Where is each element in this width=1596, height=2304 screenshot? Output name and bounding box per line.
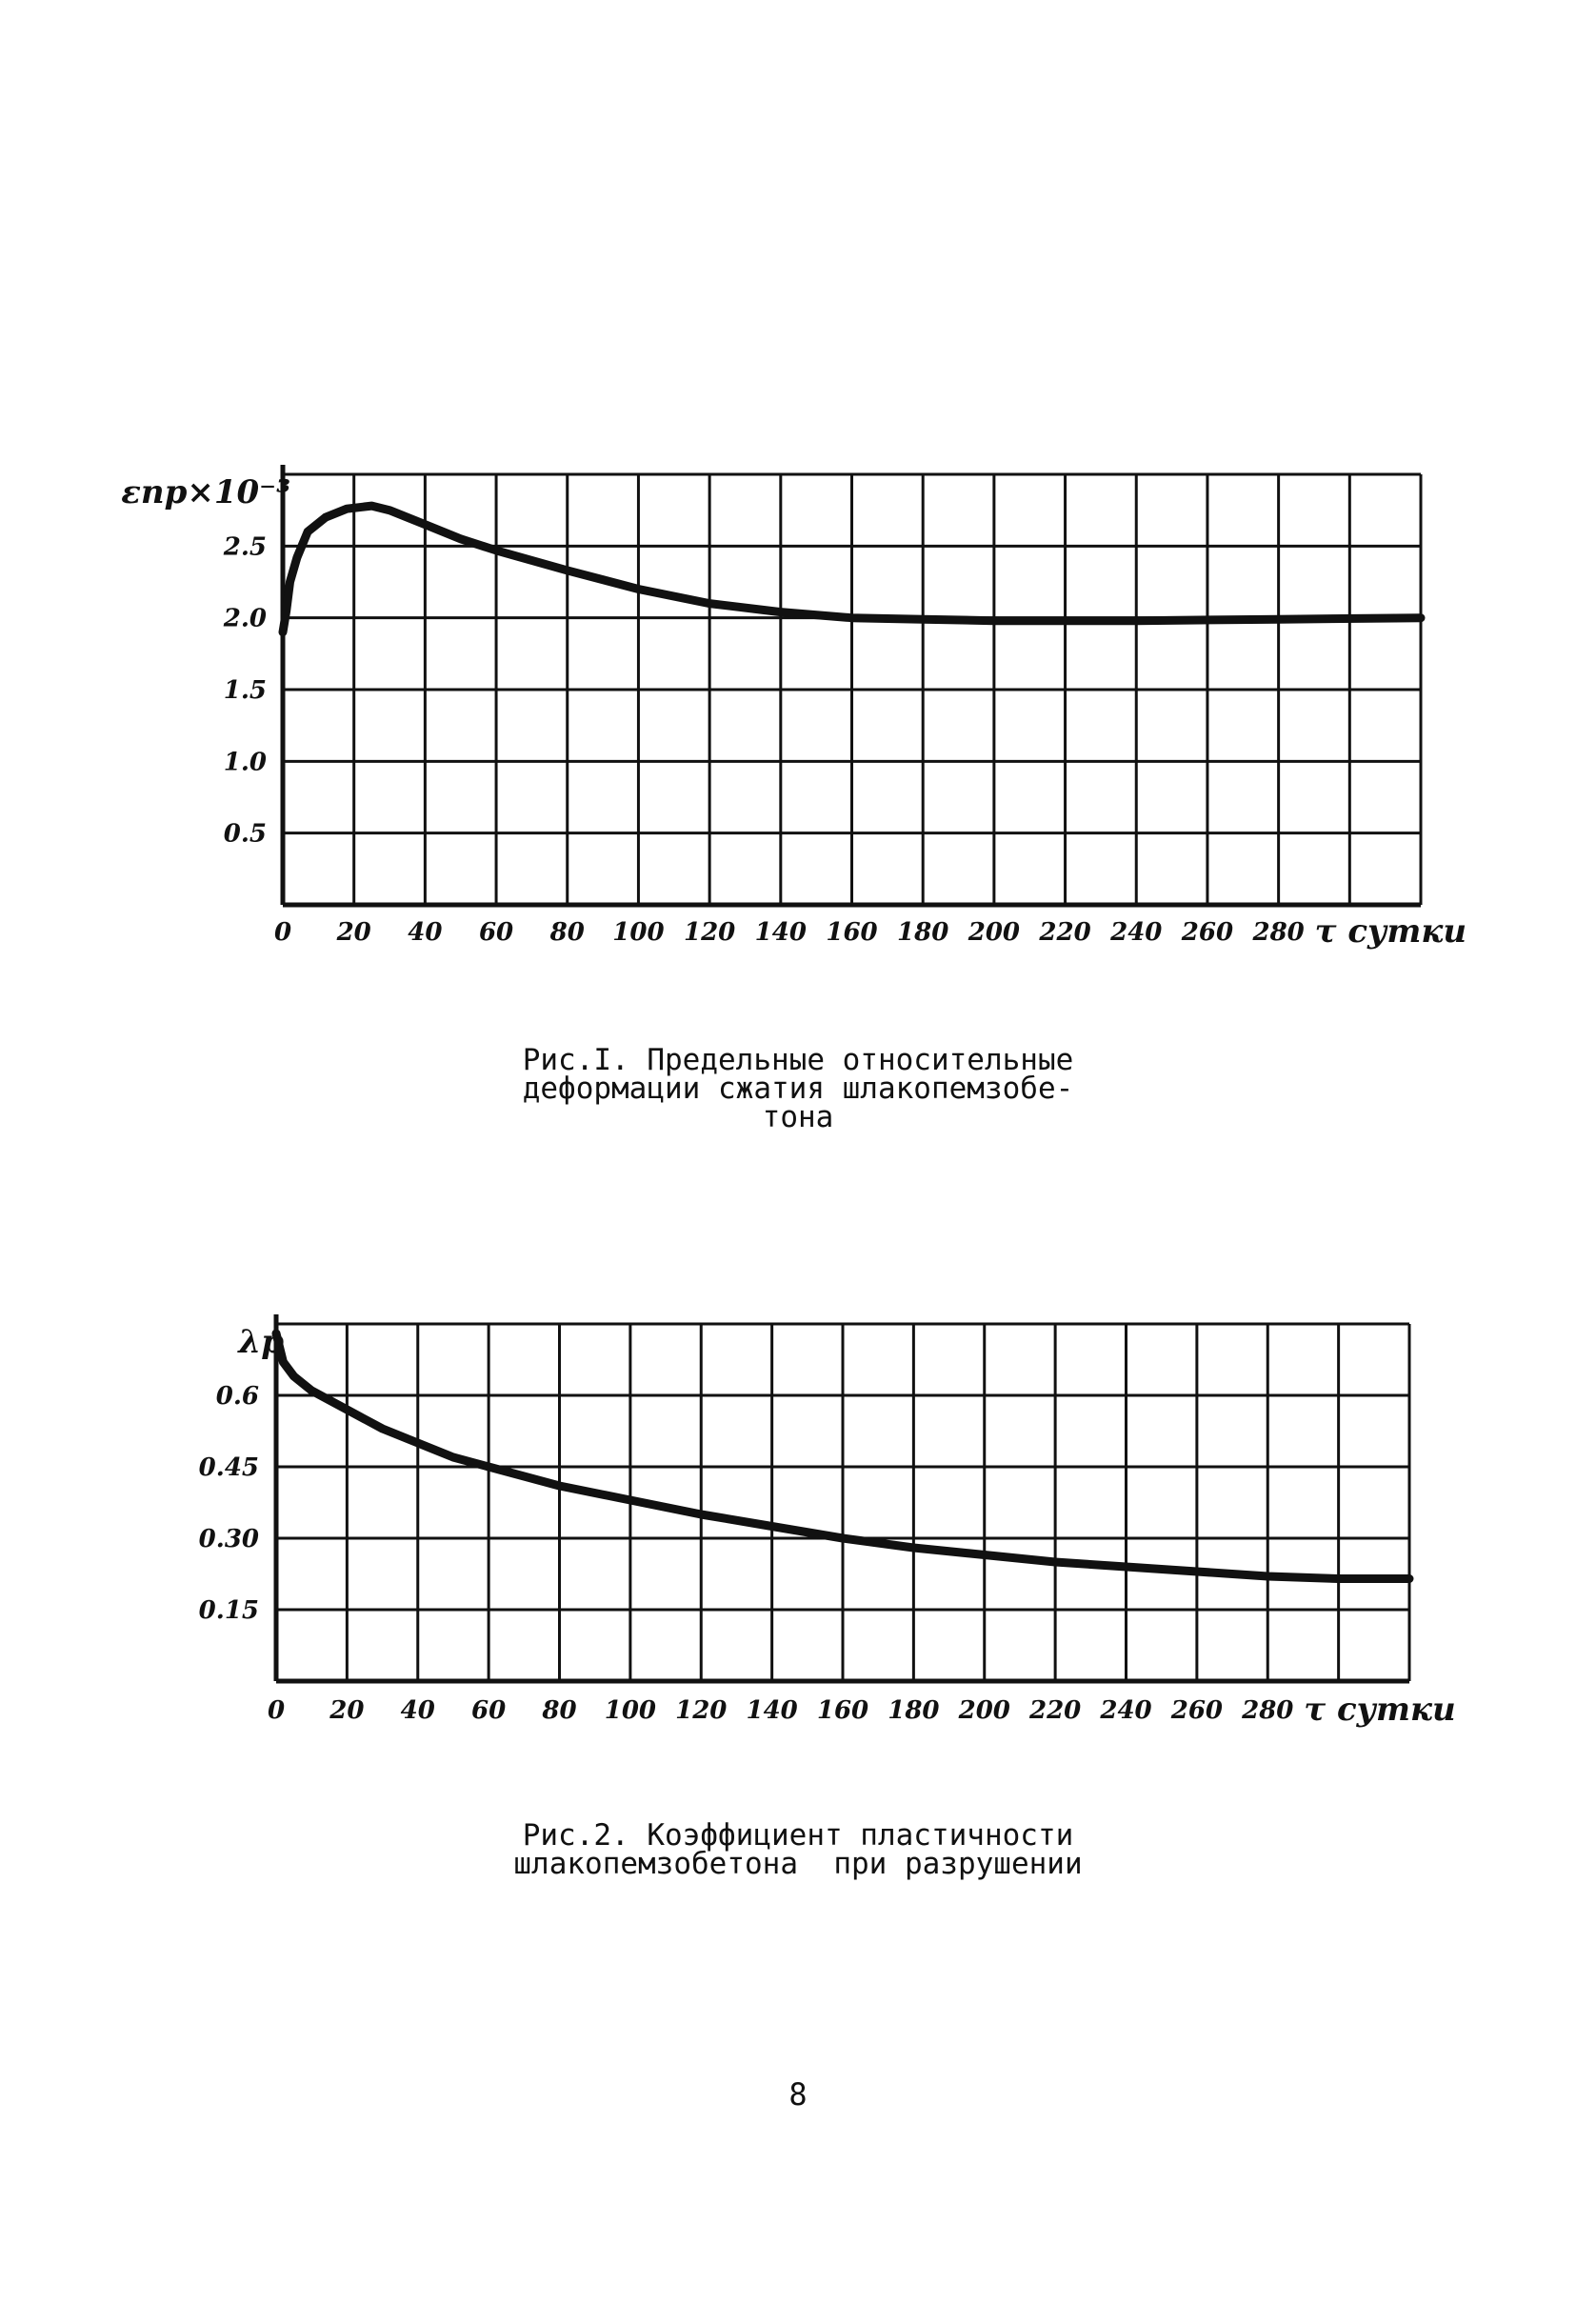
x-tick-label: 120 [675,1696,728,1725]
x-axis-label: τ сутки [1314,912,1467,951]
x-tick-label: 140 [746,1696,798,1725]
chart-1-caption-line-3: тона [762,1100,834,1134]
y-tick-label: 1.5 [223,676,267,705]
x-tick-label: 0 [273,918,292,947]
x-tick-label: 60 [471,1696,507,1725]
y-tick-label: 2.0 [223,604,267,633]
y-tick-label: 2.5 [223,532,267,562]
y-tick-label: 0.45 [198,1453,259,1482]
x-tick-label: 100 [604,1696,657,1725]
x-tick-label: 140 [754,918,807,947]
x-tick-label: 240 [1110,918,1163,947]
x-tick-label: 180 [897,918,949,947]
x-tick-label: 0 [267,1696,286,1725]
x-tick-label: 280 [1252,918,1305,947]
y-tick-label: 0.6 [215,1382,259,1411]
x-tick-label: 160 [826,918,878,947]
x-tick-label: 40 [408,918,443,947]
x-tick-label: 120 [683,918,736,947]
chart-2-caption-line-2: шлакопемзобетона при разрушении [513,1847,1083,1881]
chart-2-caption [0,1818,1596,1881]
x-tick-label: 200 [958,1696,1010,1725]
y-axis-label: εпр×10⁻³ [121,473,290,511]
y-tick-label: 1.0 [223,748,267,777]
x-axis-label: τ сутки [1304,1691,1456,1729]
x-tick-label: 80 [542,1696,577,1725]
x-tick-label: 260 [1170,1696,1224,1725]
page-number: 8 [788,2076,808,2113]
x-tick-label: 20 [336,918,371,947]
x-tick-label: 200 [968,918,1021,947]
x-tick-label: 20 [329,1696,365,1725]
x-tick-label: 40 [400,1696,435,1725]
y-tick-label: 0.15 [198,1596,259,1625]
x-tick-label: 240 [1100,1696,1152,1725]
x-tick-label: 80 [549,918,585,947]
y-tick-label: 0.5 [223,819,267,849]
x-tick-label: 60 [478,918,514,947]
chart-2-caption-line-1: Рис.2. Коэффициент пластичности [522,1818,1074,1853]
x-tick-label: 180 [888,1696,940,1725]
chart-1-caption-line-1: Рис.I. Предельные относительные [522,1043,1074,1077]
x-tick-label: 100 [612,918,665,947]
x-tick-label: 280 [1242,1696,1294,1725]
x-tick-label: 220 [1028,1696,1082,1725]
x-tick-label: 260 [1181,918,1234,947]
chart-1-caption-line-2: деформации сжатия шлакопемзобе- [522,1072,1074,1106]
y-tick-label: 0.30 [198,1525,259,1553]
x-tick-label: 160 [816,1696,869,1725]
x-tick-label: 220 [1039,918,1091,947]
y-axis-label: λp [238,1323,284,1361]
